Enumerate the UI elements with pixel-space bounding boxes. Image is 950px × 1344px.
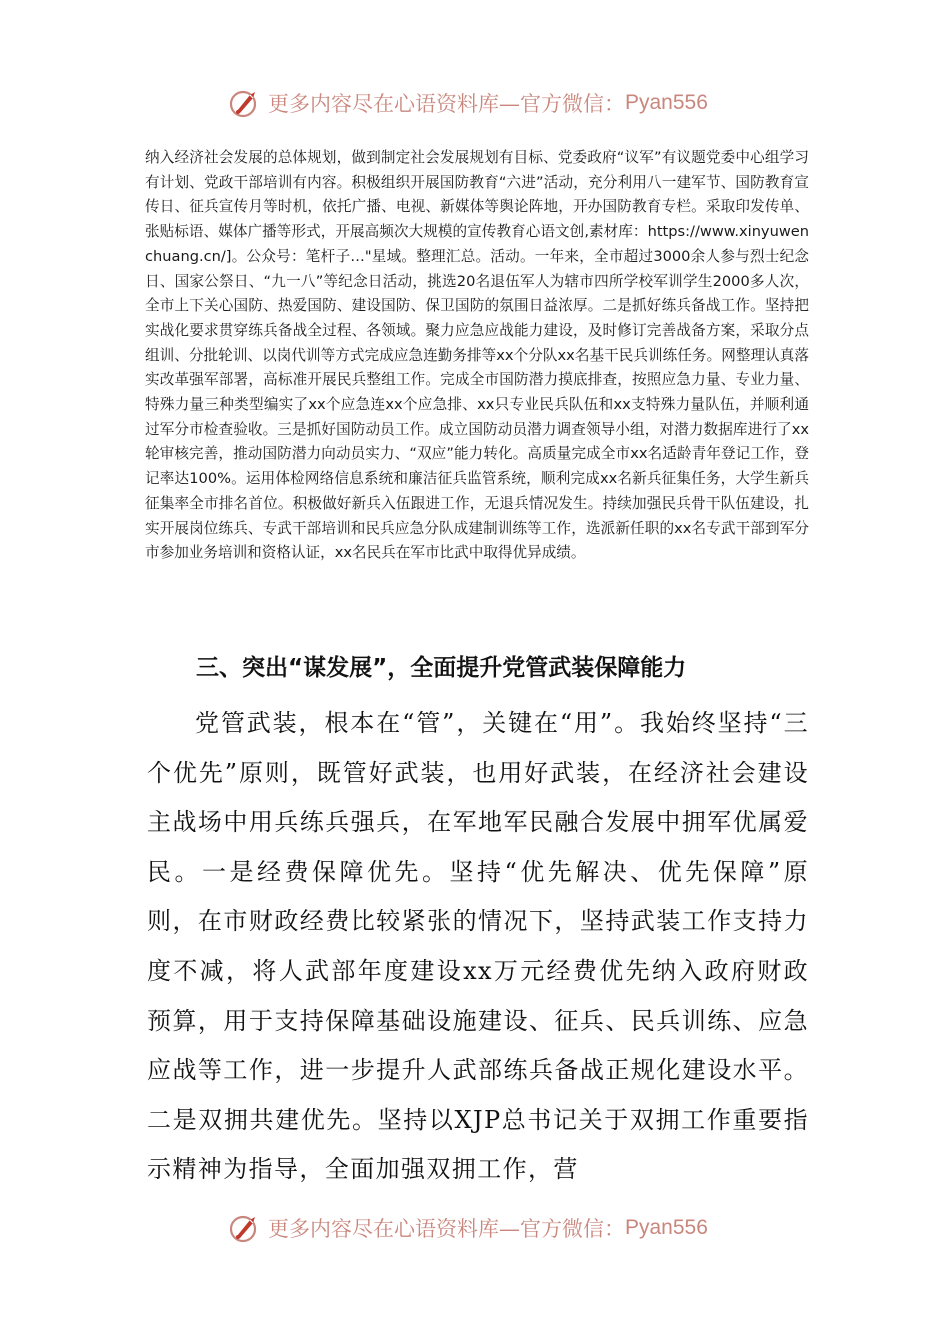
footer-banner [228, 1211, 748, 1245]
header-wechat-id: Pyan556 [625, 91, 708, 114]
header-banner-text: 更多内容尽在心语资料库—官方微信： [268, 92, 625, 116]
section-heading: 三、突出“谋发展”，全面提升党管武装保障能力 [196, 655, 687, 681]
header-banner [228, 86, 748, 120]
pen-nib-logo-icon [228, 1211, 262, 1245]
body-paragraph-block [147, 699, 809, 1195]
body-paragraph: 党管武装，根本在“管”，关键在“用”。我始终坚持“三个优先”原则，既管好武装，也用好武装，在经济社会建设主战场中用兵练兵强兵，在军地军民融合发展中拥军优属爱民。一是经费保障优先。坚持“优先解决、优先保障”原则，在市财政经费比较紧张的情况下，坚持武装工作支持力度不减，将人武部年度建设xx万元经费优先纳入政府财政预算，用于支持保障基础设施建设、征兵、民兵训练、应急应战等工作，进一步提升人武部练兵备战正规化建设水平。二是双拥共建优先。坚持以XJP总书记关于双拥工作重要指示精神为指导，全面加强双拥工作，营 [147, 709, 809, 1184]
footer-banner-text: 更多内容尽在心语资料库—官方微信： [268, 1217, 625, 1241]
small-paragraph-block [145, 146, 809, 566]
footer-wechat-id: Pyan556 [625, 1216, 708, 1239]
pen-nib-logo-icon [228, 86, 262, 120]
small-paragraph: 纳入经济社会发展的总体规划，做到制定社会发展规划有目标、党委政府“议军”有议题党委中心组学习有计划、党政干部培训有内容。积极组织开展国防教育“六进”活动，充分利用八一建军节、国防教育宣传日、征兵宣传月等时机，依托广播、电视、新媒体等舆论阵地，开办国防教育专栏。采取印发传单、张贴标语、媒体广播等形式，开展高频次大规模的宣传教育心语文创,素材库：https://www.xinyuwenchuang.cn/]。公众号：笔杆子…"星域。整理汇总。活动。一年来，全市超过3000余人参与烈士纪念日、国家公祭日、“九一八”等纪念日活动，挑选20名退伍军人为辖市四所学校军训学生2000多人次，全市上下关心国防、热爱国防、建设国防、保卫国防的氛围日益浓厚。二是抓好练兵备战工作。坚持把实战化要求贯穿练兵备战全过程、各领域。聚力应急应战能力建设，及时修订完善战备方案，采取分点组训、分批轮训、以岗代训等方式完成应急连勤务排等xx个分队xx名基干民兵训练任务。网整理认真落实改革强军部署，高标准开展民兵整组工作。完成全市国防潜力摸底排查，按照应急力量、专业力量、特殊力量三种类型编实了xx个应急连xx个应急排、xx只专业民兵队伍和xx支特殊力量队伍，并顺利通过军分市检查验收。三是抓好国防动员工作。成立国防动员潜力调查领导小组，对潜力数据库进行了xx轮审核完善，推动国防潜力向动员实力、“双应”能力转化。高质量完成全市xx名适龄青年登记工作，登记率达100%。运用体检网络信息系统和廉洁征兵监管系统，顺利完成xx名新兵征集任务，大学生新兵征集率全市排名首位。积极做好新兵入伍跟进工作，无退兵情况发生。持续加强民兵骨干队伍建设，扎实开展岗位练兵、专武干部培训和民兵应急分队成建制训练等工作，选派新任职的xx名专武干部到军分市参加业务培训和资格认证，xx名民兵在军市比武中取得优异成绩。 [145, 149, 809, 562]
